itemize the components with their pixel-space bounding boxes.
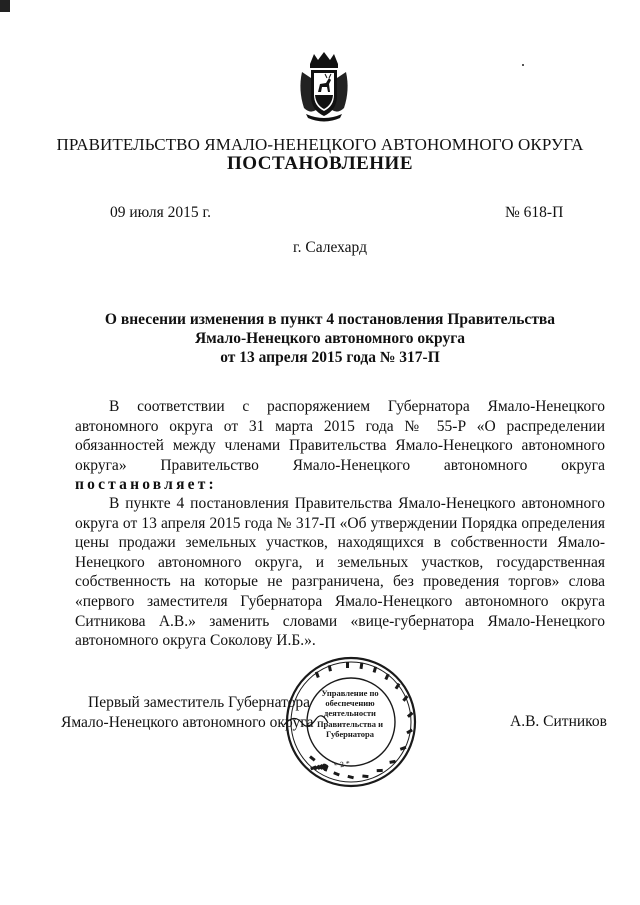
subject-line: от 13 апреля 2015 года № 317-П (220, 349, 440, 366)
document-type-title: ПОСТАНОВЛЕНИЕ (226, 153, 414, 174)
paragraph-line: В пункте 4 постановления Правительства Ямало-Ненецкого автономного (109, 495, 605, 512)
paragraph-line: В соответствии с распоряжением Губернатора Ямало-Ненецкого (109, 398, 605, 415)
paragraph-line: цены продажи земельных участков, находящихся в собственности Ямало- (75, 534, 605, 552)
paragraph-line: округа от 13 апреля 2015 года № 317-П «Об утверждении Порядка определения (75, 514, 605, 532)
stamp-inner-text: Управление по обеспечению деятельности Правительства и Губернатора (316, 688, 384, 739)
body-paragraph-1 (75, 397, 605, 495)
paragraph-line: автономного округа от 31 марта 2015 года № 55-Р «О распределении (75, 417, 605, 435)
paragraph-line: Ситникова А.В.» заменить словами «вице-губернатора Ямало-Ненецкого (75, 612, 605, 630)
scan-corner-mark (0, 0, 10, 12)
signer-position-line: Ямало-Ненецкого автономного округа (61, 714, 314, 731)
subject-line: Ямало-Ненецкого автономного округа (194, 330, 465, 347)
subject-line: О внесении изменения в пункт 4 постановления Правительства (104, 311, 556, 328)
paragraph-line: Ненецкого автономного округа, и земельных участков, государственная (75, 553, 605, 571)
paragraph-line: «первого заместителя Губернатора Ямало-Ненецкого автономного округа (75, 592, 605, 610)
document-date: 09 июля 2015 г. (110, 204, 211, 221)
signer-position (61, 693, 314, 733)
signer-position-line: Первый заместитель Губернатора (88, 694, 311, 711)
paragraph-line: автономного округа Соколову И.Б.». (75, 632, 316, 650)
body-paragraph-2 (75, 494, 605, 651)
paragraph-line: округа» Правительство Ямало-Ненецкого автономного округа (75, 456, 605, 474)
stamp-date: * 2 * (333, 758, 351, 771)
document-subject (80, 310, 580, 367)
government-name: ПРАВИТЕЛЬСТВО ЯМАЛО-НЕНЕЦКОГО АВТОНОМНОГО ОКРУГА (56, 135, 584, 154)
signer-name: А.В. Ситников (510, 713, 607, 730)
document-city: г. Салехард (293, 239, 367, 256)
resolution-word: постановляет: (75, 476, 217, 494)
document-number: № 618-П (505, 204, 564, 221)
scan-speck (522, 64, 524, 66)
paragraph-line: собственность на которые не разграничена, без проведения торгов» слова (75, 573, 605, 591)
paragraph-line: обязанностей между членами Правительства Ямало-Ненецкого автономного (75, 437, 605, 455)
coat-of-arms-icon (296, 50, 352, 122)
